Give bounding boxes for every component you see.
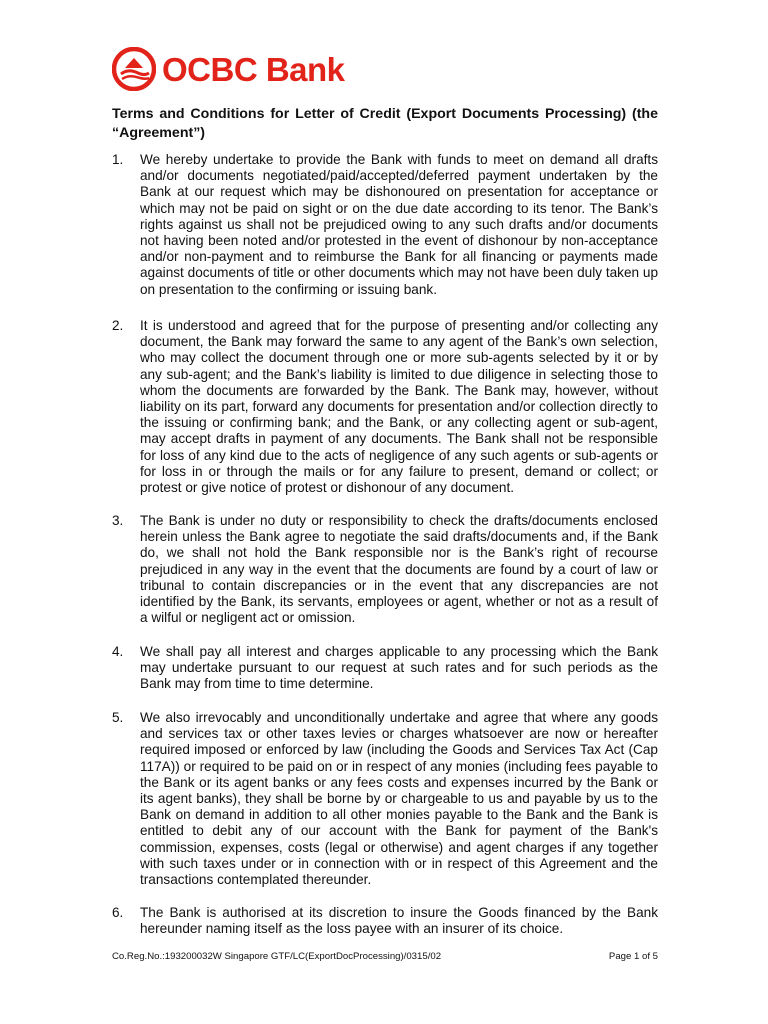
clause-number: 3.	[112, 513, 124, 528]
page-number: Page 1 of 5	[608, 951, 658, 962]
clause-number: 2.	[112, 318, 124, 333]
clause-5	[112, 710, 658, 888]
clause-text: The Bank is authorised at its discretion to insure the Goods financed by the Bank hereunder naming itself as the loss payee with an insurer of its choice.	[140, 905, 658, 937]
clause-text: It is understood and agreed that for the purpose of presenting and/or collecting any document, the Bank may forward the same to any agent of the Bank’s own selection, who may collect the document through one or more sub-agents selected by it or by any sub-agent; and the Bank’s liability is limited to due diligence in selecting those to whom the documents are forwarded by the Bank. The Bank may, however, without liability on its part, forward any documents for presentation and/or collection directly to the issuing or confirming bank; and the Bank, or any collecting agent or sub-agent, may accept drafts in payment of any documents. The Bank shall not be responsible for loss of any kind due to the acts of negligence of any such agents or sub-agents or for loss in or through the mails or for any failure to present, demand or collect; or protest or give notice of protest or dishonour of any document.	[140, 318, 658, 496]
clause-3	[112, 513, 658, 626]
clause-number: 6.	[112, 905, 124, 920]
ocbc-logo-text: OCBC Bank	[162, 50, 345, 88]
clause-text: We hereby undertake to provide the Bank with funds to meet on demand all drafts and/or documents negotiated/paid/accepted/deferred payment undertaken by the Bank at our request which may be dishonoured on presentation for acceptance or which may not be paid on sight or on the due date according to its tenor. The Bank’s rights against us shall not be prejudiced owing to any such drafts and/or documents not having been noted and/or protested in the event of dishonour by non-acceptance and/or non-payment and to reimburse the Bank for all financing or payments made against documents of title or other documents which may not have been duly taken up on presentation to the confirming or issuing bank.	[140, 152, 658, 297]
clause-text: We also irrevocably and unconditionally undertake and agree that where any goods and services tax or other taxes levies or charges whatsoever are now or hereafter required imposed or enforced by law (including the Goods and Services Tax Act (Cap 117A)) or required to be paid on or in respect of any monies (including fees payable to the Bank or its agent banks or any fees costs and expenses incurred by the Bank or its agent banks), they shall be borne by or chargeable to us and payable by us to the Bank on demand in addition to all other monies payable to the Bank and the Bank is entitled to debit any of our account with the Bank for payment of the Bank's commission, expenses, costs (legal or otherwise) and agent charges if any together with such taxes under or in connection with or in respect of this Agreement and the transactions contemplated thereunder.	[140, 710, 658, 888]
clause-1	[112, 152, 658, 298]
document-title: Terms and Conditions for Letter of Credit (Export Documents Processing) (the “Agreement”)	[112, 106, 658, 141]
clause-number: 5.	[112, 710, 124, 725]
clause-4	[112, 644, 658, 693]
clause-text: The Bank is under no duty or responsibility to check the drafts/documents enclosed herein unless the Bank agree to negotiate the said drafts/documents and, if the Bank do, we shall not hold the Bank responsible nor is the Bank’s right of recourse prejudiced in any way in the event that the documents are found by a court of law or tribunal to contain discrepancies or in the event that any discrepancies are not identified by the Bank, its servants, employees or agent, whether or not as a result of a wilful or negligent act or omission.	[140, 513, 658, 626]
clause-number: 4.	[112, 644, 124, 659]
clause-text: We shall pay all interest and charges applicable to any processing which the Bank may undertake pursuant to our request at such rates and for such periods as the Bank may from time to time determine.	[140, 644, 658, 692]
clause-2	[112, 318, 658, 496]
ocbc-logo-mark-icon	[112, 47, 156, 91]
clause-number: 1.	[112, 152, 124, 167]
page-footer	[112, 951, 658, 962]
footer-reference: Co.Reg.No.:193200032W Singapore GTF/LC(ExportDocProcessing)/0315/02	[112, 951, 442, 962]
ocbc-logo	[112, 44, 345, 94]
clause-6	[112, 905, 658, 937]
